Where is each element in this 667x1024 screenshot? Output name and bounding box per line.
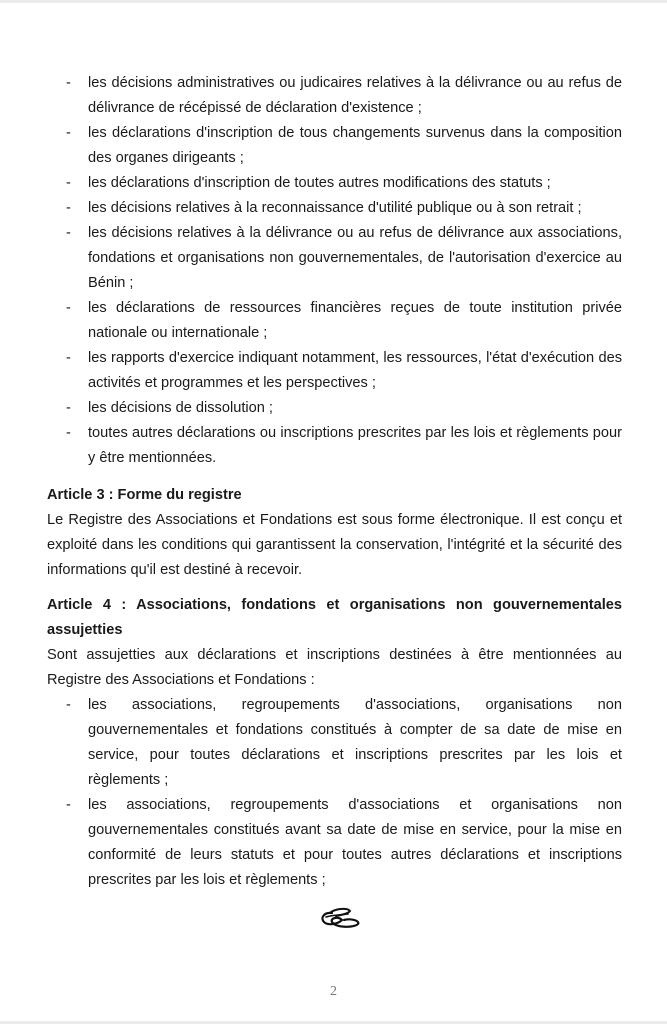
article-4-list bbox=[47, 693, 622, 893]
dash-bullet: - bbox=[66, 200, 71, 216]
page-number: 2 bbox=[330, 984, 337, 999]
dash-bullet: - bbox=[66, 350, 71, 366]
list-item: - les associations, regroupements d'associations, organisations non gouvernementales et fondations constitués à compter de sa date de mise en service, pour toutes déclarations et inscriptions prescrites par les lois et règlements ; bbox=[47, 693, 622, 793]
dash-bullet: - bbox=[66, 697, 71, 713]
list-item: - les déclarations d'inscription de tous changements survenus dans la composition des organes dirigeants ; bbox=[47, 121, 622, 171]
dash-bullet: - bbox=[66, 75, 71, 91]
list-item: - les associations, regroupements d'associations et organisations non gouvernementales constitués avant sa date de mise en service, pour la mise en conformité de leurs statuts et pour toutes autres déclarations et inscriptions prescrites par les lois et règlements ; bbox=[47, 793, 622, 893]
article-4-title: Article 4 : Associations, fondations et organisations non gouvernementales assujetties bbox=[47, 597, 622, 638]
top-list bbox=[47, 71, 622, 471]
article-3-title: Article 3 : Forme du registre bbox=[47, 487, 242, 503]
dash-bullet: - bbox=[66, 400, 71, 416]
dash-bullet: - bbox=[66, 425, 71, 441]
signature-icon bbox=[318, 906, 362, 932]
dash-bullet: - bbox=[66, 175, 71, 191]
list-item: - les rapports d'exercice indiquant notamment, les ressources, l'état d'exécution des activités et programmes et les perspectives ; bbox=[47, 346, 622, 396]
dash-bullet: - bbox=[66, 125, 71, 141]
list-item: - toutes autres déclarations ou inscriptions prescrites par les lois et règlements pour y être mentionnées. bbox=[47, 421, 622, 471]
dash-bullet: - bbox=[66, 300, 71, 316]
page-edge-top bbox=[0, 0, 667, 3]
document-body bbox=[47, 71, 622, 893]
list-item: - les décisions relatives à la délivrance ou au refus de délivrance aux associations, fondations et organisations non gouvernementales, de l'autorisation d'exercice au Bénin ; bbox=[47, 221, 622, 296]
dash-bullet: - bbox=[66, 225, 71, 241]
dash-bullet: - bbox=[66, 797, 71, 813]
article-4-intro: Sont assujetties aux déclarations et inscriptions destinées à être mentionnées au Registre des Associations et Fondations : bbox=[47, 647, 622, 688]
list-item: - les déclarations d'inscription de toutes autres modifications des statuts ; bbox=[47, 171, 622, 196]
article-4 bbox=[47, 593, 622, 893]
list-item: - les décisions de dissolution ; bbox=[47, 396, 622, 421]
list-item: - les décisions administratives ou judicaires relatives à la délivrance ou au refus de délivrance de récépissé de déclaration d'existence ; bbox=[47, 71, 622, 121]
list-item: - les décisions relatives à la reconnaissance d'utilité publique ou à son retrait ; bbox=[47, 196, 622, 221]
article-3-body: Le Registre des Associations et Fondations est sous forme électronique. Il est conçu et exploité dans les conditions qui garantissent la conservation, l'intégrité et la sécurité des informations qu'il est destiné à recevoir. bbox=[47, 512, 622, 578]
list-item: - les déclarations de ressources financières reçues de toute institution privée nationale ou internationale ; bbox=[47, 296, 622, 346]
article-3 bbox=[47, 483, 622, 583]
